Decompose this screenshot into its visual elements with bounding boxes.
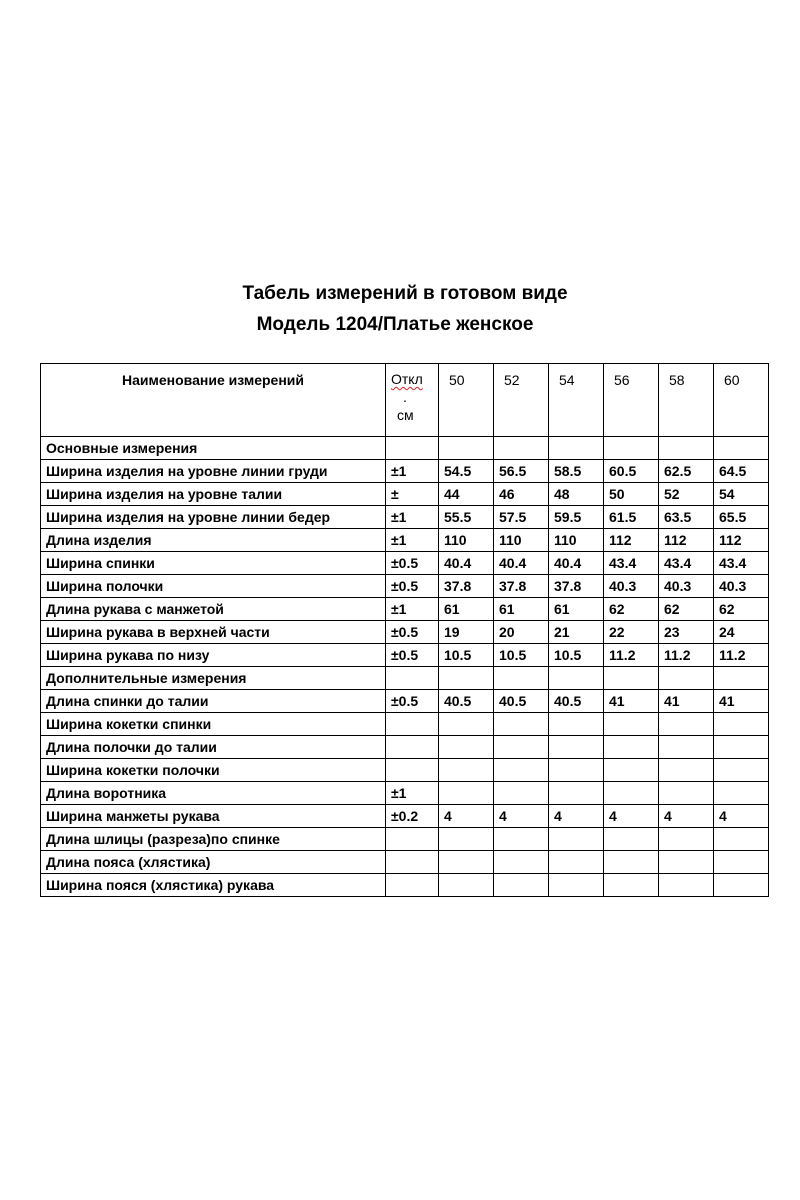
size-value-cell xyxy=(659,736,714,759)
size-value-cell xyxy=(659,437,714,460)
tolerance-cell: ±1 xyxy=(386,460,439,483)
size-value-cell xyxy=(439,782,494,805)
size-value-cell xyxy=(604,782,659,805)
title-block xyxy=(0,278,800,340)
size-value-cell xyxy=(659,828,714,851)
size-value-cell xyxy=(714,736,769,759)
size-value-cell: 11.2 xyxy=(714,644,769,667)
header-tolerance-label: Откл xyxy=(391,371,423,387)
tolerance-cell: ±0.5 xyxy=(386,621,439,644)
size-value-cell: 10.5 xyxy=(439,644,494,667)
size-value-cell xyxy=(604,437,659,460)
size-value-cell xyxy=(494,759,549,782)
measurement-name: Длина пояса (хлястика) xyxy=(41,851,386,874)
size-value-cell xyxy=(604,713,659,736)
size-value-cell xyxy=(549,736,604,759)
table-row xyxy=(41,644,769,667)
header-size: 60 xyxy=(714,364,769,437)
size-value-cell xyxy=(494,713,549,736)
size-value-cell: 20 xyxy=(494,621,549,644)
tolerance-cell: ±1 xyxy=(386,782,439,805)
size-value-cell: 43.4 xyxy=(604,552,659,575)
measurement-name: Ширина изделия на уровне талии xyxy=(41,483,386,506)
header-size: 56 xyxy=(604,364,659,437)
size-value-cell: 55.5 xyxy=(439,506,494,529)
header-size: 54 xyxy=(549,364,604,437)
size-value-cell xyxy=(549,667,604,690)
header-tolerance-dot: . xyxy=(403,389,407,405)
size-value-cell: 59.5 xyxy=(549,506,604,529)
tolerance-cell xyxy=(386,667,439,690)
size-value-cell: 54 xyxy=(714,483,769,506)
size-value-cell: 37.8 xyxy=(549,575,604,598)
table-row xyxy=(41,851,769,874)
size-value-cell: 61.5 xyxy=(604,506,659,529)
tolerance-cell xyxy=(386,759,439,782)
header-size: 52 xyxy=(494,364,549,437)
size-value-cell xyxy=(714,667,769,690)
size-value-cell xyxy=(549,874,604,897)
measurement-name: Ширина кокетки полочки xyxy=(41,759,386,782)
size-value-cell: 4 xyxy=(494,805,549,828)
size-value-cell xyxy=(714,851,769,874)
size-value-cell: 11.2 xyxy=(659,644,714,667)
table-row xyxy=(41,874,769,897)
size-value-cell: 48 xyxy=(549,483,604,506)
size-value-cell: 62 xyxy=(659,598,714,621)
table-row xyxy=(41,483,769,506)
table-row xyxy=(41,460,769,483)
size-value-cell: 112 xyxy=(604,529,659,552)
size-value-cell: 37.8 xyxy=(494,575,549,598)
measurement-name: Длина рукава с манжетой xyxy=(41,598,386,621)
size-value-cell: 19 xyxy=(439,621,494,644)
size-value-cell xyxy=(714,874,769,897)
size-value-cell xyxy=(604,828,659,851)
size-value-cell xyxy=(439,828,494,851)
size-value-cell xyxy=(714,828,769,851)
size-value-cell: 22 xyxy=(604,621,659,644)
size-value-cell: 24 xyxy=(714,621,769,644)
header-measurement-name: Наименование измерений xyxy=(41,364,386,437)
size-value-cell xyxy=(604,851,659,874)
size-value-cell xyxy=(714,437,769,460)
size-value-cell xyxy=(714,759,769,782)
tolerance-cell: ±0.5 xyxy=(386,575,439,598)
size-value-cell xyxy=(494,851,549,874)
size-value-cell: 62 xyxy=(714,598,769,621)
size-value-cell: 41 xyxy=(714,690,769,713)
tolerance-cell: ±0.2 xyxy=(386,805,439,828)
size-value-cell: 52 xyxy=(659,483,714,506)
size-value-cell: 21 xyxy=(549,621,604,644)
tolerance-cell: ±1 xyxy=(386,598,439,621)
size-value-cell: 40.5 xyxy=(494,690,549,713)
measurement-name: Ширина изделия на уровне линии груди xyxy=(41,460,386,483)
size-value-cell: 61 xyxy=(494,598,549,621)
size-value-cell: 57.5 xyxy=(494,506,549,529)
header-size: 50 xyxy=(439,364,494,437)
size-value-cell: 61 xyxy=(439,598,494,621)
size-value-cell: 110 xyxy=(549,529,604,552)
size-value-cell: 43.4 xyxy=(714,552,769,575)
table-row xyxy=(41,782,769,805)
size-value-cell xyxy=(439,759,494,782)
size-value-cell xyxy=(549,437,604,460)
size-value-cell xyxy=(604,759,659,782)
header-size: 58 xyxy=(659,364,714,437)
size-value-cell xyxy=(549,713,604,736)
table-row xyxy=(41,575,769,598)
size-value-cell xyxy=(494,736,549,759)
size-value-cell: 63.5 xyxy=(659,506,714,529)
size-value-cell: 37.8 xyxy=(439,575,494,598)
size-value-cell: 46 xyxy=(494,483,549,506)
size-value-cell xyxy=(439,667,494,690)
size-value-cell: 64.5 xyxy=(714,460,769,483)
size-value-cell xyxy=(659,851,714,874)
tolerance-cell: ±1 xyxy=(386,529,439,552)
size-value-cell xyxy=(604,667,659,690)
size-value-cell xyxy=(659,713,714,736)
size-value-cell xyxy=(659,667,714,690)
table-row xyxy=(41,621,769,644)
size-value-cell: 4 xyxy=(549,805,604,828)
size-value-cell xyxy=(549,782,604,805)
measurement-name: Длина полочки до талии xyxy=(41,736,386,759)
size-value-cell: 40.5 xyxy=(549,690,604,713)
size-value-cell: 110 xyxy=(494,529,549,552)
size-value-cell xyxy=(494,667,549,690)
size-value-cell xyxy=(604,736,659,759)
size-value-cell: 40.4 xyxy=(494,552,549,575)
tolerance-cell xyxy=(386,437,439,460)
measurement-name: Ширина спинки xyxy=(41,552,386,575)
size-value-cell: 56.5 xyxy=(494,460,549,483)
model-subtitle: Модель 1204/Платье женское xyxy=(256,314,534,335)
header-tolerance xyxy=(386,364,439,437)
measurement-name: Длина спинки до талии xyxy=(41,690,386,713)
size-value-cell xyxy=(439,851,494,874)
size-value-cell: 62 xyxy=(604,598,659,621)
size-value-cell: 4 xyxy=(714,805,769,828)
size-value-cell xyxy=(714,713,769,736)
measurement-name: Дополнительные измерения xyxy=(41,667,386,690)
measurement-name: Ширина пояся (хлястика) рукава xyxy=(41,874,386,897)
table-row xyxy=(41,598,769,621)
table-row xyxy=(41,690,769,713)
size-value-cell: 110 xyxy=(439,529,494,552)
size-value-cell: 41 xyxy=(604,690,659,713)
measurement-name: Основные измерения xyxy=(41,437,386,460)
size-value-cell xyxy=(549,759,604,782)
size-value-cell xyxy=(604,874,659,897)
table-row xyxy=(41,759,769,782)
size-value-cell: 112 xyxy=(714,529,769,552)
size-value-cell: 4 xyxy=(659,805,714,828)
measurement-name: Ширина манжеты рукава xyxy=(41,805,386,828)
size-value-cell xyxy=(439,874,494,897)
size-value-cell: 23 xyxy=(659,621,714,644)
table-row xyxy=(41,736,769,759)
tolerance-cell xyxy=(386,874,439,897)
size-value-cell: 65.5 xyxy=(714,506,769,529)
size-value-cell xyxy=(494,828,549,851)
tolerance-cell: ±0.5 xyxy=(386,644,439,667)
size-value-cell: 61 xyxy=(549,598,604,621)
size-value-cell xyxy=(659,782,714,805)
measurement-name: Длина изделия xyxy=(41,529,386,552)
tolerance-cell xyxy=(386,828,439,851)
table-row xyxy=(41,713,769,736)
measurement-name: Ширина рукава по низу xyxy=(41,644,386,667)
size-value-cell: 40.4 xyxy=(439,552,494,575)
table-row xyxy=(41,828,769,851)
size-value-cell: 62.5 xyxy=(659,460,714,483)
size-value-cell xyxy=(494,782,549,805)
tolerance-cell: ±0.5 xyxy=(386,690,439,713)
size-value-cell: 10.5 xyxy=(494,644,549,667)
header-tolerance-unit: см xyxy=(397,407,414,423)
table-row xyxy=(41,437,769,460)
size-value-cell: 40.4 xyxy=(549,552,604,575)
tolerance-cell: ± xyxy=(386,483,439,506)
size-value-cell: 43.4 xyxy=(659,552,714,575)
size-value-cell xyxy=(439,736,494,759)
table-row xyxy=(41,805,769,828)
size-value-cell xyxy=(549,851,604,874)
size-value-cell: 40.3 xyxy=(604,575,659,598)
tolerance-cell xyxy=(386,851,439,874)
size-value-cell: 50 xyxy=(604,483,659,506)
table-row xyxy=(41,552,769,575)
size-value-cell xyxy=(714,782,769,805)
measurement-table xyxy=(40,363,769,897)
measurement-name: Ширина изделия на уровне линии бедер xyxy=(41,506,386,529)
size-value-cell: 54.5 xyxy=(439,460,494,483)
size-value-cell: 10.5 xyxy=(549,644,604,667)
tolerance-cell: ±1 xyxy=(386,506,439,529)
measurement-name: Длина шлицы (разреза)по спинке xyxy=(41,828,386,851)
measurement-name: Ширина полочки xyxy=(41,575,386,598)
size-value-cell: 58.5 xyxy=(549,460,604,483)
size-value-cell xyxy=(659,874,714,897)
document-title: Табель измерений в готовом виде xyxy=(242,283,568,304)
size-value-cell: 112 xyxy=(659,529,714,552)
size-value-cell: 40.5 xyxy=(439,690,494,713)
table-header-row xyxy=(41,364,769,437)
tolerance-cell: ±0.5 xyxy=(386,552,439,575)
size-value-cell xyxy=(439,437,494,460)
size-value-cell: 11.2 xyxy=(604,644,659,667)
size-value-cell: 40.3 xyxy=(714,575,769,598)
size-value-cell: 44 xyxy=(439,483,494,506)
tolerance-cell xyxy=(386,736,439,759)
table-row xyxy=(41,667,769,690)
size-value-cell xyxy=(494,437,549,460)
table-row xyxy=(41,506,769,529)
table-row xyxy=(41,529,769,552)
size-value-cell: 60.5 xyxy=(604,460,659,483)
size-value-cell xyxy=(549,828,604,851)
size-value-cell xyxy=(494,874,549,897)
measurement-name: Ширина кокетки спинки xyxy=(41,713,386,736)
measurement-name: Длина воротника xyxy=(41,782,386,805)
size-value-cell xyxy=(659,759,714,782)
measurement-name: Ширина рукава в верхней части xyxy=(41,621,386,644)
size-value-cell xyxy=(439,713,494,736)
size-value-cell: 4 xyxy=(439,805,494,828)
size-value-cell: 4 xyxy=(604,805,659,828)
size-value-cell: 40.3 xyxy=(659,575,714,598)
size-value-cell: 41 xyxy=(659,690,714,713)
tolerance-cell xyxy=(386,713,439,736)
